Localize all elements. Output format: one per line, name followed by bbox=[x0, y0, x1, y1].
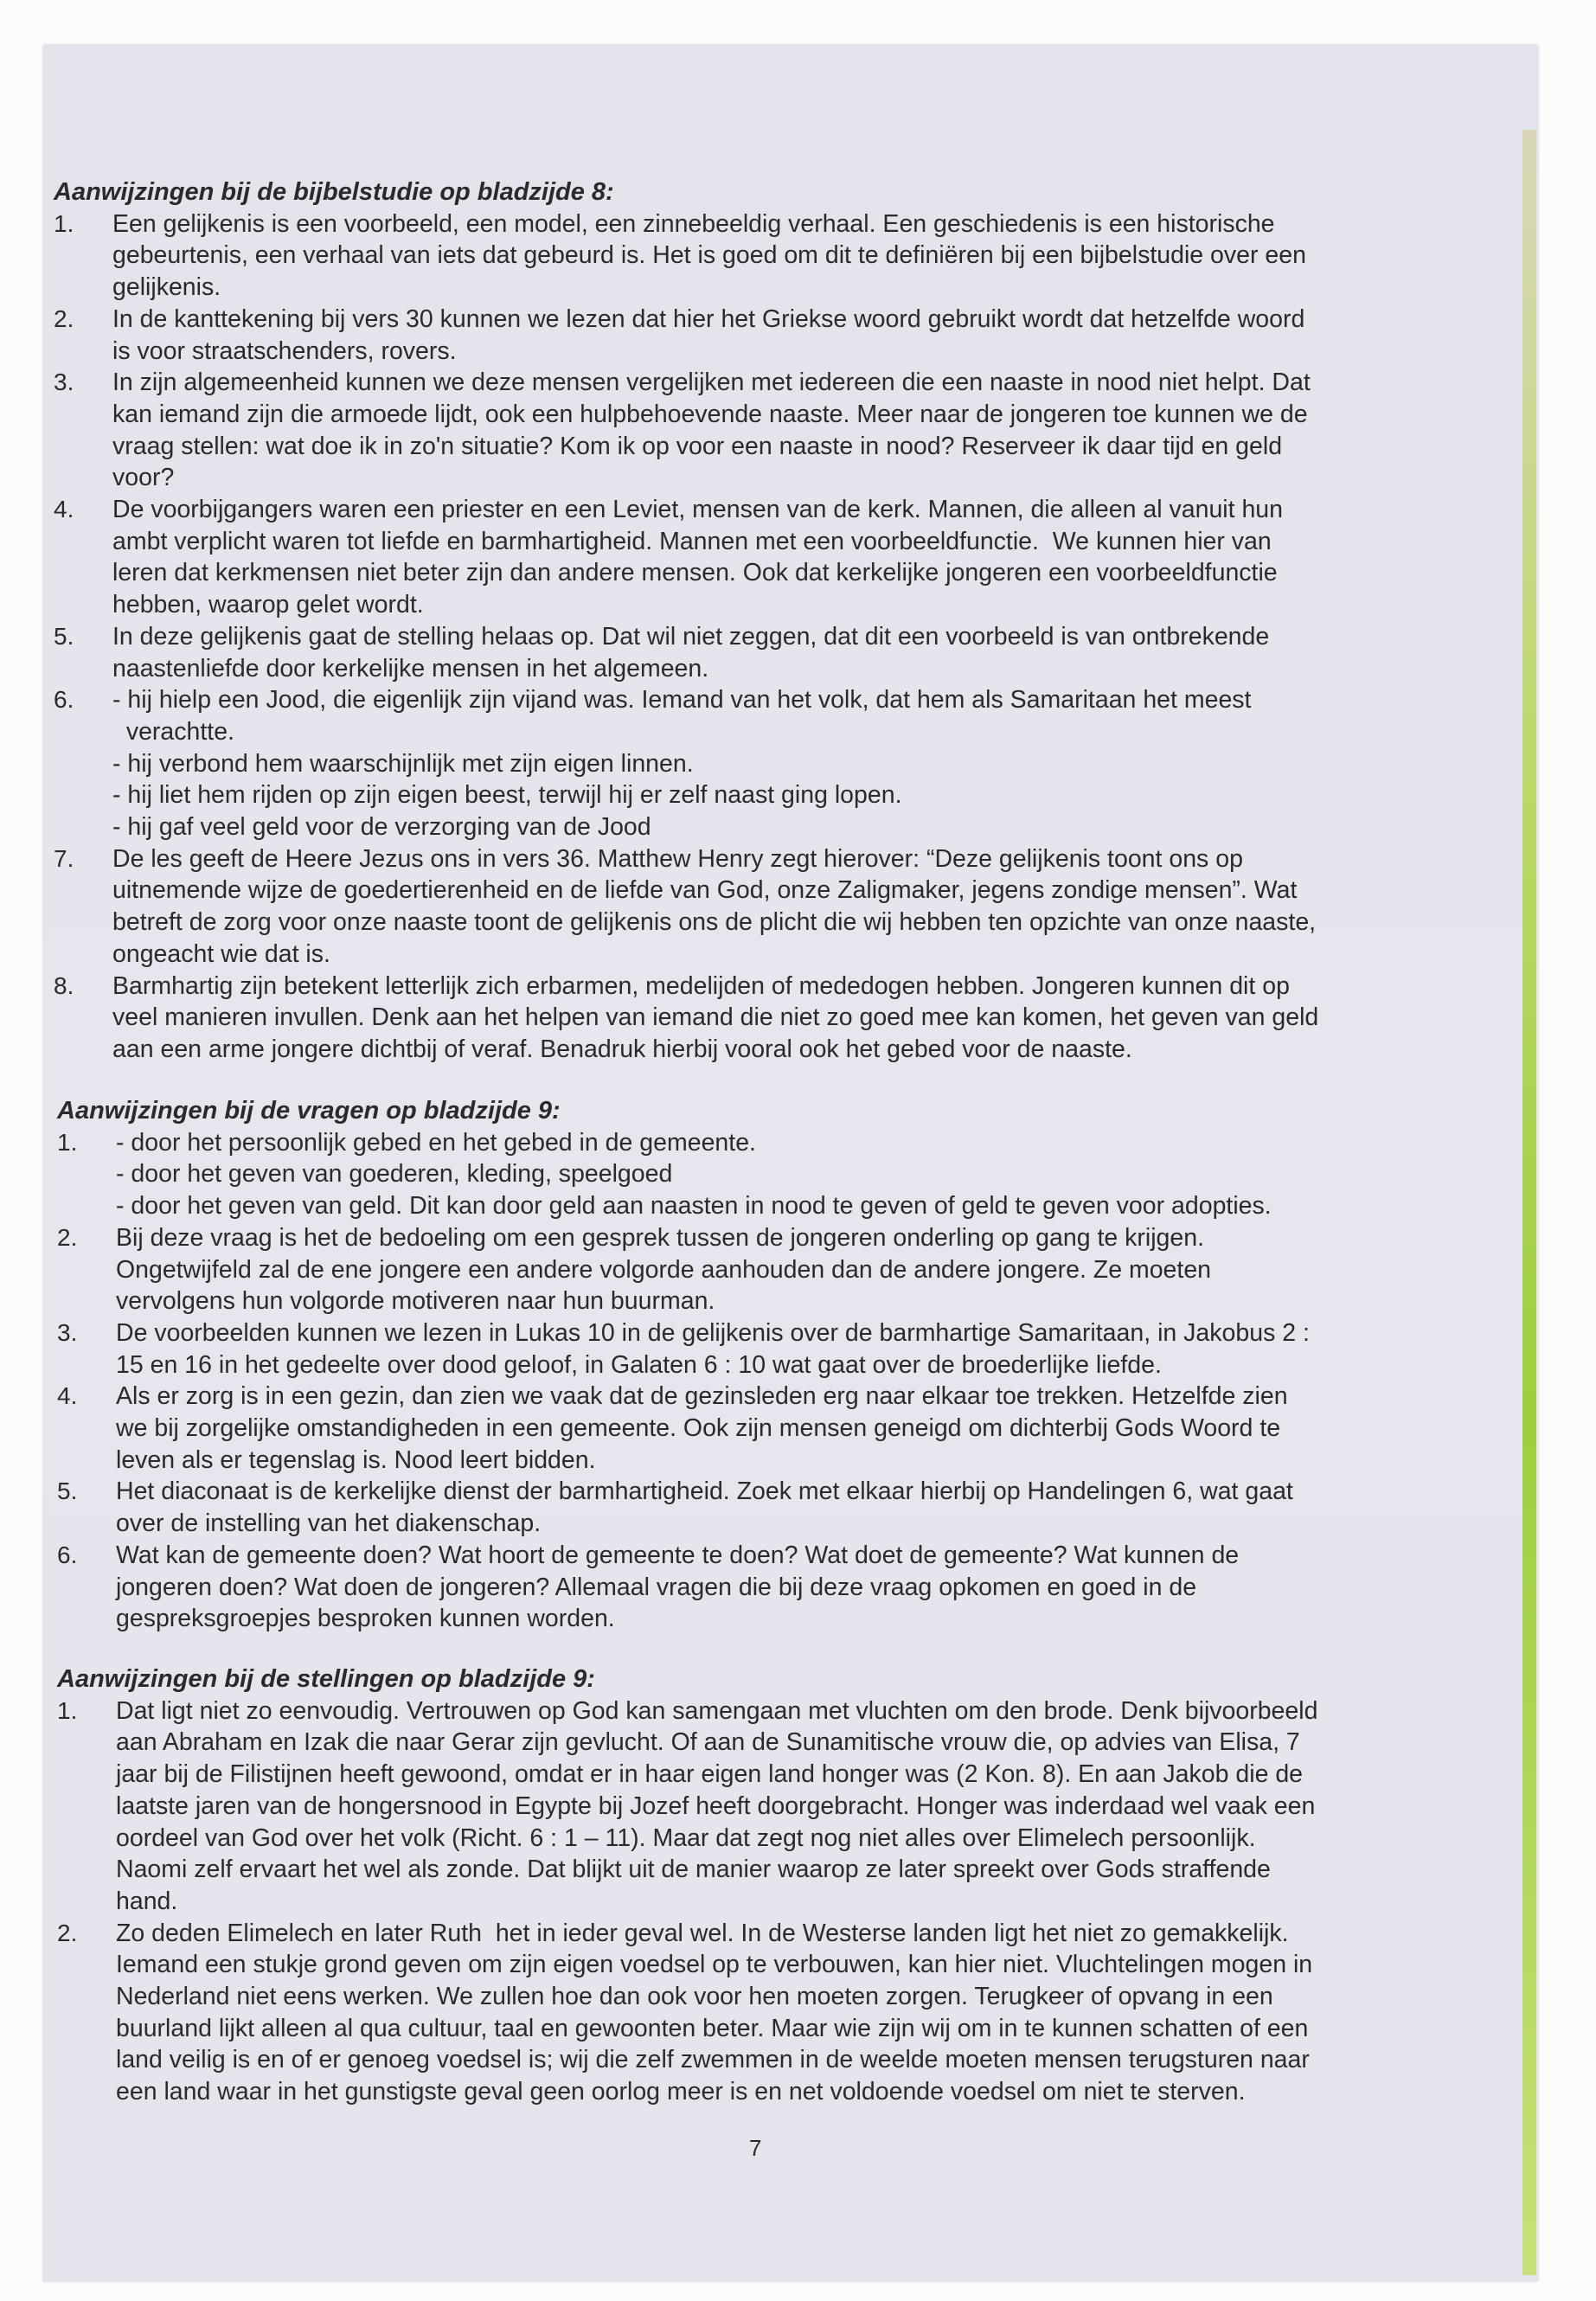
item-text-line: oordeel van God over het volk (Richt. 6 : 1 – 11). Maar dat zegt nog niet alles over Elimelech persoonlijk. bbox=[116, 1823, 1256, 1852]
item-number: 4. bbox=[54, 496, 74, 523]
list-item bbox=[57, 1222, 1476, 1317]
item-text-line: naastenliefde door kerkelijke mensen in het algemeen. bbox=[112, 654, 709, 683]
section-stellingen bbox=[57, 1663, 1476, 2108]
item-text-line: Ongetwijfeld zal de ene jongere een andere volgorde aanhouden dan de andere jongere. Ze moeten bbox=[116, 1255, 1212, 1284]
item-text-line: Barmhartig zijn betekent letterlijk zich erbarmen, medelijden of mededogen hebben. Jongeren kunnen dit op bbox=[112, 971, 1290, 1000]
item-text-line: buurland lijkt alleen al qua cultuur, taal en gewoonten beter. Maar wie zijn wij om in te kunnen schatten of een bbox=[116, 2014, 1309, 2042]
item-number: 2. bbox=[57, 1919, 78, 1946]
item-number: 2. bbox=[54, 304, 74, 332]
item-text-line: laatste jaren van de hongersnood in Egypte bij Jozef heeft doorgebracht. Honger was inderdaad wel vaak een bbox=[116, 1791, 1316, 1820]
item-number: 4. bbox=[57, 1382, 78, 1410]
item-text-line: hand. bbox=[116, 1887, 178, 1915]
item-text-line: leven als er tegenslag is. Nood leert bidden. bbox=[116, 1445, 596, 1474]
list-item bbox=[54, 367, 1472, 494]
list-item bbox=[57, 1317, 1476, 1381]
list-item bbox=[57, 1476, 1476, 1539]
item-text-line: De voorbijgangers waren een priester en een Leviet, mensen van de kerk. Mannen, die alleen al vanuit hun bbox=[112, 496, 1284, 524]
item-text-line: De voorbeelden kunnen we lezen in Lukas 10 in de gelijkenis over de barmhartige Samaritaan, in Jakobus 2 : bbox=[116, 1318, 1310, 1347]
item-text-line: verachtte. bbox=[112, 717, 234, 746]
item-text-line: is voor straatschenders, rovers. bbox=[112, 336, 457, 365]
list-item bbox=[54, 843, 1472, 971]
item-text-line: vraag stellen: wat doe ik in zo'n situatie? Kom ik op voor een naaste in nood? Reserveer ik daar tijd en geld bbox=[112, 432, 1283, 460]
section-bijbelstudie bbox=[54, 176, 1472, 1066]
item-text-line: Het diaconaat is de kerkelijke dienst der barmhartigheid. Zoek met elkaar hierbij op Handelingen 6, wat gaat bbox=[116, 1477, 1293, 1506]
item-text-line: - hij hielp een Jood, die eigenlijk zijn vijand was. Iemand van het volk, dat hem als Samaritaan het meest bbox=[112, 686, 1252, 715]
item-text-line: Zo deden Elimelech en later Ruth het in ieder geval wel. In de Westerse landen ligt het niet zo gemakkelijk. bbox=[116, 1919, 1289, 1947]
item-text-line: veel manieren invullen. Denk aan het helpen van iemand die niet zo goed mee kan komen, het geven van geld bbox=[112, 1003, 1319, 1032]
item-text-line: In de kanttekening bij vers 30 kunnen we lezen dat hier het Griekse woord gebruikt wordt dat hetzelfde woord bbox=[112, 304, 1305, 333]
section-heading: Aanwijzingen bij de stellingen op bladzijde 9: bbox=[57, 1665, 595, 1693]
item-number: 1. bbox=[57, 1696, 78, 1724]
item-text-line: Naomi zelf ervaart het wel als zonde. Dat blijkt uit de manier waarop ze later spreekt over Gods straffende bbox=[116, 1856, 1271, 1884]
item-text-line: Nederland niet eens werken. We zullen hoe dan ook voor hen moeten zorgen. Terugkeer of opvang in een bbox=[116, 1983, 1273, 2011]
item-text-line: gelijkenis. bbox=[112, 273, 221, 302]
item-text-line: - hij liet hem rijden op zijn eigen beest, terwijl hij er zelf naast ging lopen. bbox=[112, 781, 902, 810]
item-text-line: Als er zorg is in een gezin, dan zien we vaak dat de gezinsleden erg naar elkaar toe trekken. Hetzelfde zien bbox=[116, 1382, 1288, 1411]
list-item bbox=[54, 208, 1472, 304]
item-text-line: 15 en 16 in het gedeelte over dood geloof, in Galaten 6 : 10 wat gaat over de broederlijke liefde. bbox=[116, 1350, 1162, 1379]
list-item bbox=[54, 684, 1472, 843]
item-text-line: aan een arme jongere dichtbij of veraf. Benadruk hierbij vooral ook het gebed voor de naaste. bbox=[112, 1035, 1132, 1063]
item-text-line: hebben, waarop gelet wordt. bbox=[112, 591, 424, 619]
item-text-line: voor? bbox=[112, 464, 175, 492]
item-number: 8. bbox=[54, 971, 74, 999]
item-number: 1. bbox=[54, 209, 74, 237]
item-text-line: - door het geven van goederen, kleding, speelgoed bbox=[116, 1160, 673, 1189]
section-heading: Aanwijzingen bij de vragen op bladzijde 9: bbox=[57, 1097, 561, 1125]
item-text-line: - hij verbond hem waarschijnlijk met zijn eigen linnen. bbox=[112, 749, 694, 778]
green-edge-strip bbox=[1522, 130, 1536, 2275]
item-text-line: kan iemand zijn die armoede lijdt, ook een hulpbehoevende naaste. Meer naar de jongeren toe kunnen we de bbox=[112, 400, 1308, 428]
item-text-line: ongeacht wie dat is. bbox=[112, 939, 330, 968]
item-text-line: - door het persoonlijk gebed en het gebed in de gemeente. bbox=[116, 1128, 756, 1157]
item-text-line: Iemand een stukje grond geven om zijn eigen voedsel op te verbouwen, kan hier niet. Vluchtelingen mogen in bbox=[116, 1951, 1313, 1979]
item-text-line: In zijn algemeenheid kunnen we deze mensen vergelijken met iedereen die een naaste in nood niet helpt. Dat bbox=[112, 369, 1311, 397]
item-number: 3. bbox=[57, 1318, 78, 1346]
item-text-line: uitnemende wijze de goedertierenheid en de liefde van God, onze Zaligmaker, jegens zondige mensen”. Wat bbox=[112, 876, 1298, 905]
item-text-line: vervolgens hun volgorde motiveren naar hun buurman. bbox=[116, 1287, 715, 1316]
list-item bbox=[57, 1918, 1476, 2108]
list-item bbox=[54, 304, 1472, 367]
item-text-line: jongeren doen? Wat doen de jongeren? Allemaal vragen die bij deze vraag opkomen en goed in de bbox=[116, 1573, 1197, 1601]
item-number: 6. bbox=[57, 1541, 78, 1568]
item-text-line: we bij zorgelijke omstandigheden in een gemeente. Ook zijn mensen geneigd om dichterbij Gods Woord te bbox=[116, 1414, 1281, 1443]
list-item bbox=[54, 494, 1472, 621]
section-heading: Aanwijzingen bij de bijbelstudie op bladzijde 8: bbox=[54, 178, 614, 206]
item-text-line: gebeurtenis, een verhaal van iets dat gebeurd is. Het is goed om dit te definiëren bij een bijbelstudie over een bbox=[112, 241, 1306, 270]
item-text-line: gespreksgroepjes besproken kunnen worden. bbox=[116, 1605, 615, 1633]
item-text-line: aan Abraham en Izak die naar Gerar zijn gevlucht. Of aan de Sunamitische vrouw die, op advies van Elisa, 7 bbox=[116, 1728, 1300, 1757]
item-text-line: Wat kan de gemeente doen? Wat hoort de gemeente te doen? Wat doet de gemeente? Wat kunnen de bbox=[116, 1541, 1240, 1569]
item-text-line: leren dat kerkmensen niet beter zijn dan andere mensen. Ook dat kerkelijke jongeren een voorbeeldfunctie bbox=[112, 559, 1278, 587]
item-text-line: over de instelling van het diakenschap. bbox=[116, 1509, 542, 1538]
item-number: 6. bbox=[54, 686, 74, 714]
item-text-line: jaar bij de Filistijnen heeft gewoond, omdat er in haar eigen land honger was (2 Kon. 8). En aan Jakob die de bbox=[116, 1760, 1304, 1789]
item-text-line: land veilig is en of er genoeg voedsel is; wij die zelf zwemmen in de weelde moeten mensen terugsturen naar bbox=[116, 2046, 1310, 2074]
item-text-line: Bij deze vraag is het de bedoeling om een gesprek tussen de jongeren onderling op gang te krijgen. bbox=[116, 1223, 1205, 1252]
item-number: 3. bbox=[54, 369, 74, 396]
item-number: 7. bbox=[54, 844, 74, 872]
item-text-line: In deze gelijkenis gaat de stelling helaas op. Dat wil niet zeggen, dat dit een voorbeeld is van ontbrekende bbox=[112, 622, 1270, 651]
list-item bbox=[54, 971, 1472, 1066]
page-number: 7 bbox=[749, 2135, 762, 2161]
item-text-line: Dat ligt niet zo eenvoudig. Vertrouwen op God kan samengaan met vluchten om den brode. Denk bijvoorbeeld bbox=[116, 1696, 1318, 1725]
list-item bbox=[57, 1540, 1476, 1635]
item-text-line: ambt verplicht waren tot liefde en barmhartigheid. Mannen met een voorbeeldfunctie. We kunnen hier van bbox=[112, 527, 1272, 555]
item-text-line: - hij gaf veel geld voor de verzorging van de Jood bbox=[112, 813, 651, 842]
item-number: 2. bbox=[57, 1223, 78, 1251]
item-text-line: Een gelijkenis is een voorbeeld, een model, een zinnebeeldig verhaal. Een geschiedenis is een historische bbox=[112, 209, 1275, 238]
item-text-line: een land waar in het gunstigste geval geen oorlog meer is en net voldoende voedsel om niet te sterven. bbox=[116, 2078, 1246, 2106]
list-item bbox=[57, 1127, 1476, 1222]
item-number: 5. bbox=[54, 622, 74, 650]
item-number: 5. bbox=[57, 1477, 78, 1505]
item-number: 1. bbox=[57, 1128, 78, 1156]
section-vragen bbox=[57, 1095, 1476, 1635]
item-text-line: De les geeft de Heere Jezus ons in vers 36. Matthew Henry zegt hierover: “Deze gelijkenis toont ons op bbox=[112, 844, 1243, 873]
item-text-line: betreft de zorg voor onze naaste toont de gelijkenis ons de plicht die wij hebben ten opzichte van onze naaste, bbox=[112, 908, 1317, 937]
list-item bbox=[57, 1695, 1476, 1918]
list-item bbox=[54, 621, 1472, 684]
list-item bbox=[57, 1381, 1476, 1476]
item-text-line: - door het geven van geld. Dit kan door geld aan naasten in nood te geven of geld te geven voor adopties. bbox=[116, 1192, 1272, 1221]
